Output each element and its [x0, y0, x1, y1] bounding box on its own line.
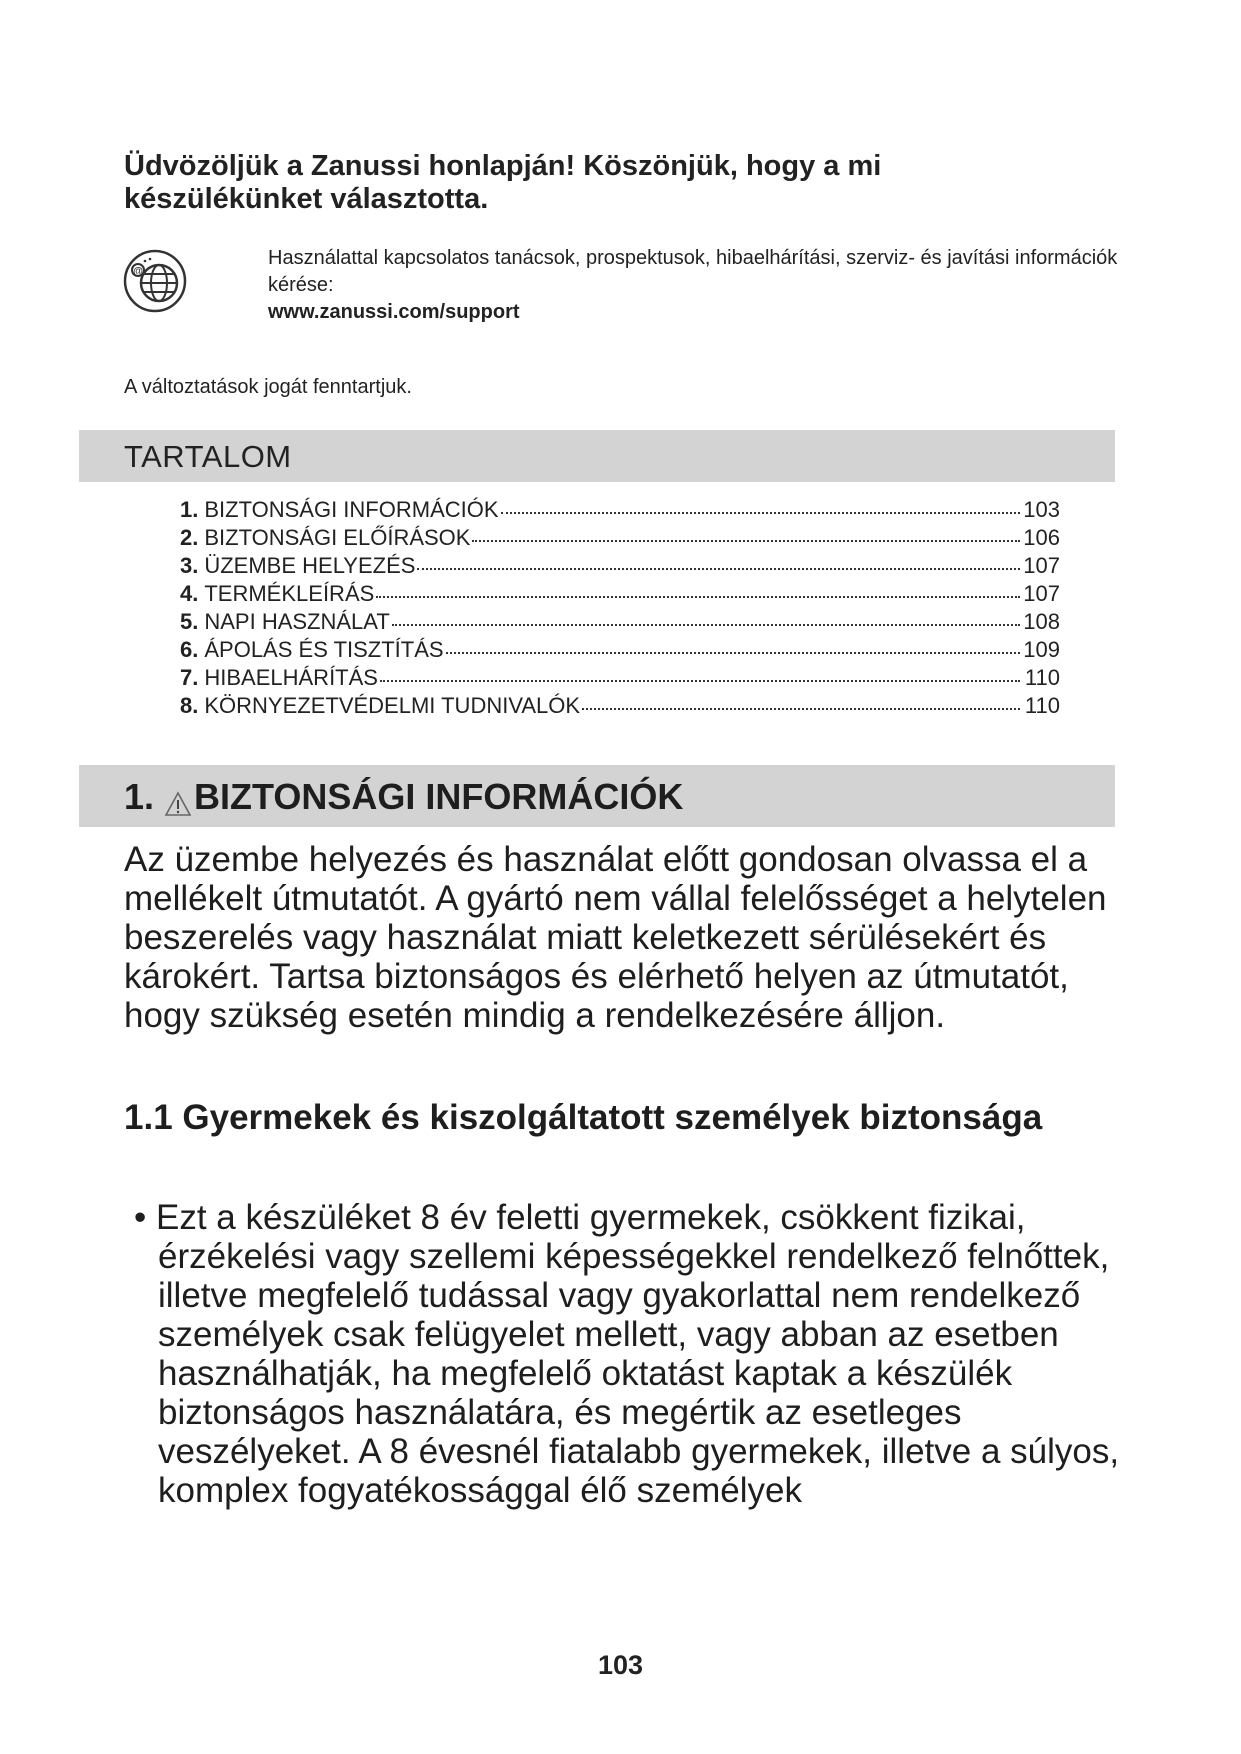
section-title	[124, 776, 683, 818]
toc-item-number: 4.	[180, 581, 199, 606]
toc-item[interactable]	[180, 553, 1060, 581]
section-intro-paragraph: Az üzembe helyezés és használat előtt gondosan olvassa el a mellékelt útmutatót. A gyártó nem vállal felelősséget a helytelen beszerelés vagy használat miatt keletkezett sérülésekért és károkért. Tartsa biztonságos és elérhető helyen az útmutatót, hogy szükség esetén mindig a rendelkezésére álljon.	[124, 840, 1107, 1035]
toc-leader-dots	[392, 624, 1020, 626]
support-info	[268, 245, 1168, 326]
toc-leader-dots	[446, 652, 1020, 654]
toc-item-number: 7.	[180, 665, 199, 690]
toc-item[interactable]	[180, 525, 1060, 553]
toc-item-label: NAPI HASZNÁLAT	[204, 609, 390, 634]
toc-item-number: 8.	[180, 693, 199, 718]
toc-item[interactable]	[180, 497, 1060, 525]
toc-leader-dots	[417, 568, 1020, 570]
toc-item-label: TERMÉKLEÍRÁS	[204, 581, 375, 606]
toc-item-page: 108	[1023, 609, 1060, 634]
toc-item-page: 110	[1024, 693, 1060, 718]
subsection-title: 1.1 Gyermekek és kiszolgáltatott személyek biztonsága	[124, 1098, 1043, 1137]
toc-item-label: ÁPOLÁS ÉS TISZTÍTÁS	[204, 637, 444, 662]
toc-item-page: 103	[1023, 497, 1060, 522]
globe-at-icon	[122, 248, 188, 314]
toc-header-bar	[79, 430, 1115, 482]
toc-item-page: 107	[1023, 581, 1060, 606]
toc-leader-dots	[376, 596, 1020, 598]
table-of-contents	[180, 497, 1060, 721]
toc-item[interactable]	[180, 609, 1060, 637]
support-text: Használattal kapcsolatos tanácsok, prospektusok, hibaelhárítási, szerviz- és javítási információk kérése:	[268, 247, 1118, 296]
welcome-title: Üdvözöljük a Zanussi honlapján! Köszönjük, hogy a mi készülékünket választotta.	[124, 150, 882, 215]
warning-triangle-icon	[164, 784, 192, 810]
toc-item[interactable]	[180, 581, 1060, 609]
toc-title: TARTALOM	[124, 439, 292, 474]
support-url-link[interactable]: www.zanussi.com/support	[268, 301, 520, 323]
toc-item[interactable]	[180, 637, 1060, 665]
toc-item-label: ÜZEMBE HELYEZÉS	[204, 553, 416, 578]
toc-item-label: BIZTONSÁGI ELŐÍRÁSOK	[204, 525, 471, 550]
section-title-text: BIZTONSÁGI INFORMÁCIÓK	[194, 776, 684, 817]
section-number: 1.	[124, 776, 155, 817]
toc-item-page: 107	[1023, 553, 1060, 578]
toc-leader-dots	[380, 680, 1020, 682]
toc-item-page: 106	[1023, 525, 1060, 550]
toc-item-label: KÖRNYEZETVÉDELMI TUDNIVALÓK	[204, 693, 581, 718]
toc-item[interactable]	[180, 665, 1060, 693]
svg-text:@: @	[133, 266, 143, 277]
toc-leader-dots	[501, 512, 1020, 514]
toc-item-number: 6.	[180, 637, 199, 662]
bullet-item-text: Ezt a készüléket 8 év feletti gyermekek, csökkent fizikai, érzékelési vagy szellemi képességekkel rendelkező felnőttek, illetve megfelelő tudással vagy gyakorlattal nem rendelkező személyek csak felügyelet mellett, vagy abban az esetben használhatják, ha megfelelő oktatást kaptak a készülék biztonságos használatára, és megértik az esetleges veszélyeket. A 8 évesnél fiatalabb gyermekek, illetve a súlyos, komplex fogyatékossággal élő személyek	[155, 1198, 1120, 1510]
toc-item-number: 1.	[180, 497, 199, 522]
page-number: 103	[597, 1650, 644, 1680]
section-header-bar	[79, 765, 1115, 827]
toc-item-label: BIZTONSÁGI INFORMÁCIÓK	[204, 497, 499, 522]
toc-item-page: 109	[1023, 637, 1060, 662]
toc-item-page: 110	[1024, 665, 1060, 690]
toc-item-label: HIBAELHÁRÍTÁS	[204, 665, 378, 690]
toc-item-number: 3.	[180, 553, 199, 578]
toc-item-number: 5.	[180, 609, 199, 634]
toc-item-number: 2.	[180, 525, 199, 550]
toc-leader-dots	[472, 540, 1020, 542]
bullet-item: • Ezt a készüléket 8 év feletti gyermekek, csökkent fizikai, érzékelési vagy szellemi képességekkel rendelkező felnőttek, illetve megfelelő tudással vagy gyakorlattal nem rendelkező személyek csak felügyelet mellett, vagy abban az esetben használhatják, ha megfelelő oktatást kaptak a készülék biztonságos használatára, és megértik az esetleges veszélyeket. A 8 évesnél fiatalabb gyermekek, illetve a súlyos, komplex fogyatékossággal élő személyek	[134, 1198, 1120, 1510]
toc-leader-dots	[582, 708, 1020, 710]
rights-notice: A változtatások jogát fenntartjuk.	[124, 376, 412, 398]
toc-item[interactable]	[180, 693, 1060, 721]
